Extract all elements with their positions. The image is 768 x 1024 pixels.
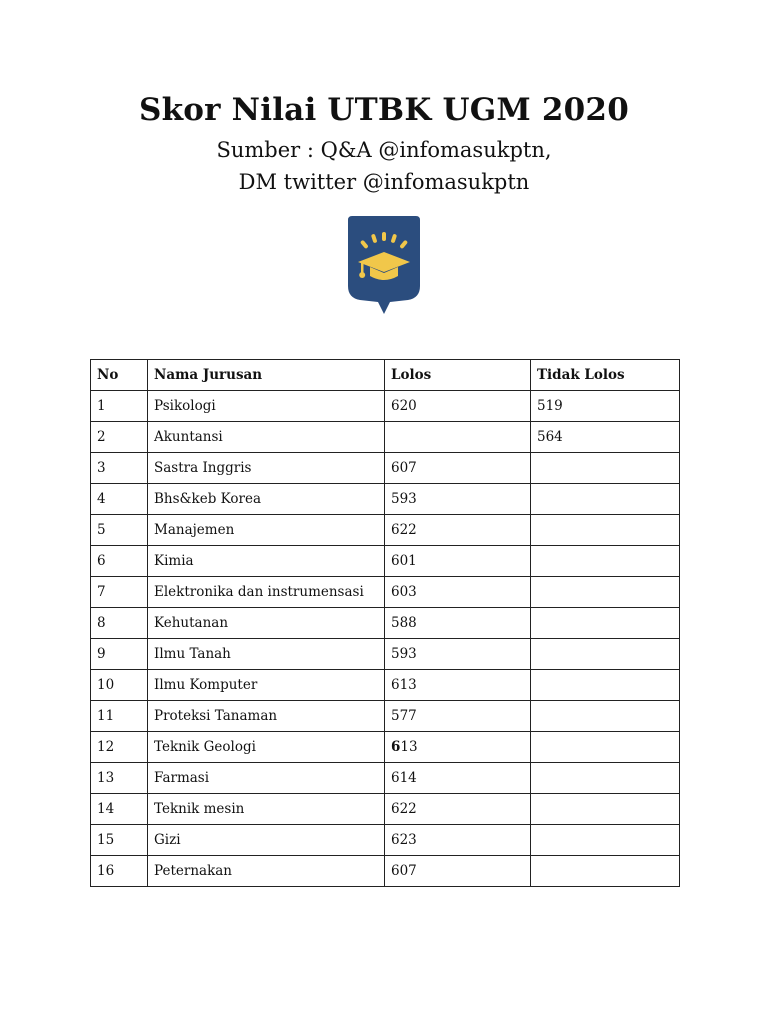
cell-tidak-lolos [531,577,680,608]
table-row [91,608,680,639]
cell-lolos: 603 [385,577,531,608]
cell-lolos: 620 [385,391,531,422]
table-row [91,732,680,763]
cell-no: 2 [91,422,148,453]
cell-tidak-lolos: 519 [531,391,680,422]
cell-name: Psikologi [148,391,385,422]
cell-lolos: 593 [385,484,531,515]
cell-no: 15 [91,825,148,856]
cell-no: 11 [91,701,148,732]
cell-name: Teknik Geologi [148,732,385,763]
cell-no: 1 [91,391,148,422]
table-row [91,577,680,608]
cell-tidak-lolos [531,856,680,887]
header-tidak-lolos: Tidak Lolos [531,360,680,391]
source-line-1: Sumber : Q&A @infomasukptn, [216,138,552,162]
cell-name: Kimia [148,546,385,577]
cell-lolos: 622 [385,794,531,825]
source-line-2: DM twitter @infomasukptn [238,170,530,194]
table-row [91,701,680,732]
cell-lolos: 593 [385,639,531,670]
cell-lolos: 613 [385,670,531,701]
cell-lolos: 577 [385,701,531,732]
table-header-row [91,360,680,391]
cell-tidak-lolos [531,608,680,639]
cell-tidak-lolos [531,794,680,825]
cell-name: Sastra Inggris [148,453,385,484]
table-row [91,670,680,701]
cell-tidak-lolos [531,732,680,763]
table-row [91,484,680,515]
cell-lolos: 623 [385,825,531,856]
cell-lolos: 622 [385,515,531,546]
cell-lolos: 614 [385,763,531,794]
cell-no: 10 [91,670,148,701]
score-table [90,359,680,887]
cell-lolos-rest: 13 [400,739,418,755]
table-row [91,546,680,577]
cell-tidak-lolos [531,825,680,856]
cell-lolos: 601 [385,546,531,577]
cell-tidak-lolos [531,763,680,794]
graduation-cap-shield-icon [346,214,422,318]
header-lolos: Lolos [385,360,531,391]
cell-lolos: 607 [385,453,531,484]
table-row [91,825,680,856]
cell-tidak-lolos [531,484,680,515]
cell-lolos-bold-digit: 6 [391,739,401,755]
cell-no: 7 [91,577,148,608]
cell-name: Ilmu Komputer [148,670,385,701]
table-row [91,453,680,484]
header-no: No [91,360,148,391]
table-row [91,763,680,794]
cell-no: 4 [91,484,148,515]
cell-tidak-lolos [531,701,680,732]
cell-lolos [385,732,531,763]
cell-lolos: 588 [385,608,531,639]
cell-tidak-lolos [531,515,680,546]
table-row [91,856,680,887]
cell-name: Bhs&keb Korea [148,484,385,515]
cell-tidak-lolos [531,453,680,484]
cell-lolos [385,422,531,453]
cell-name: Proteksi Tanaman [148,701,385,732]
table-row [91,639,680,670]
table-row [91,515,680,546]
table-row [91,794,680,825]
cell-name: Manajemen [148,515,385,546]
cell-name: Farmasi [148,763,385,794]
cell-tidak-lolos [531,639,680,670]
page-title: Skor Nilai UTBK UGM 2020 [139,92,629,128]
cell-tidak-lolos [531,670,680,701]
cell-tidak-lolos: 564 [531,422,680,453]
cell-name: Teknik mesin [148,794,385,825]
table-row [91,422,680,453]
cell-name: Gizi [148,825,385,856]
cell-no: 5 [91,515,148,546]
cell-name: Elektronika dan instrumensasi [148,577,385,608]
header-name: Nama Jurusan [148,360,385,391]
cell-tidak-lolos [531,546,680,577]
cell-no: 6 [91,546,148,577]
cell-no: 14 [91,794,148,825]
cell-no: 9 [91,639,148,670]
cell-no: 16 [91,856,148,887]
cell-name: Peternakan [148,856,385,887]
cell-no: 13 [91,763,148,794]
cell-no: 8 [91,608,148,639]
cell-name: Akuntansi [148,422,385,453]
table-row [91,391,680,422]
cell-name: Kehutanan [148,608,385,639]
cell-no: 12 [91,732,148,763]
cell-name: Ilmu Tanah [148,639,385,670]
cell-lolos: 607 [385,856,531,887]
cell-no: 3 [91,453,148,484]
